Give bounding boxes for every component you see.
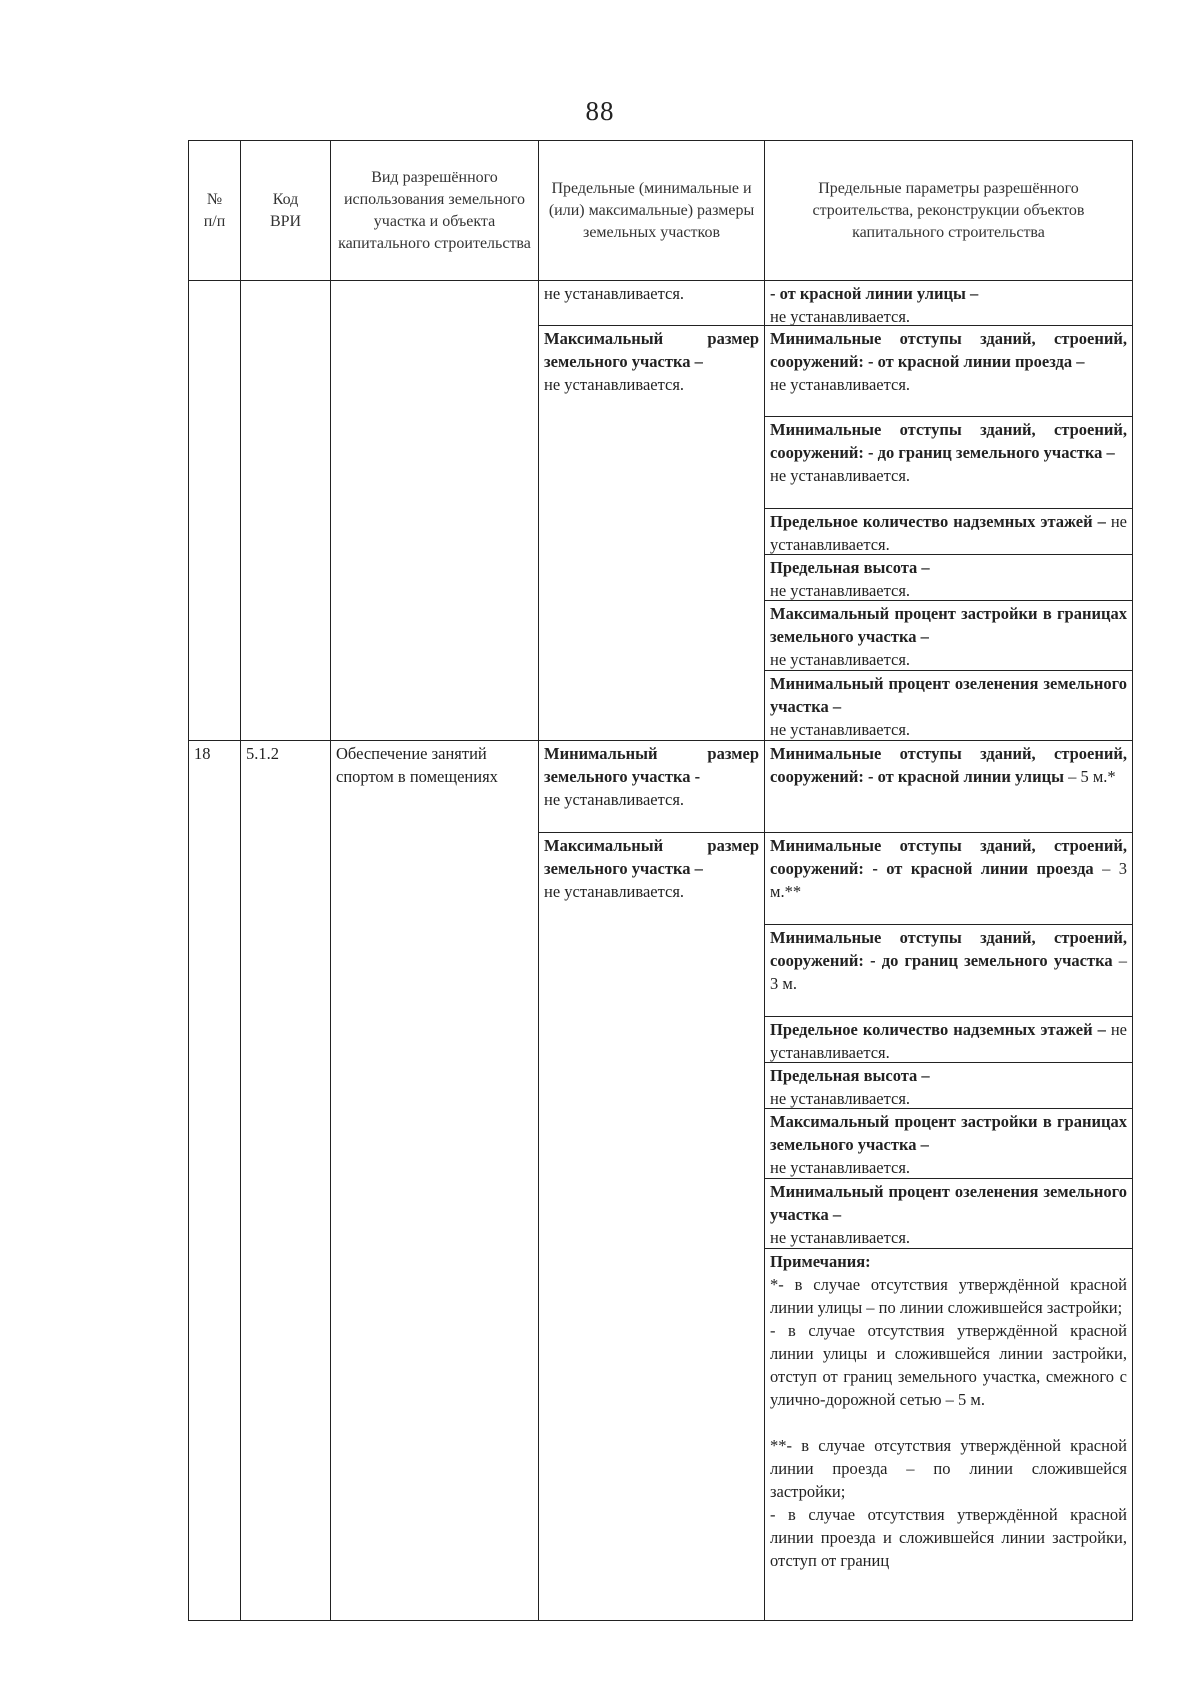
header-use-type: Вид разрешённого использования земельного участка и объекта капитального строительства [331, 141, 539, 281]
row18-size-max [539, 833, 765, 1621]
row18-use-type-text: Обеспечение занятий спортом в помещениях [336, 744, 498, 786]
notes-item-4: - в случае отсутствия утверждённой красной линии проезда и сложившейся линии застройки, отступ от границ [770, 1505, 1127, 1570]
regulation-table [188, 140, 1133, 1621]
row18-param-5 [765, 1109, 1133, 1179]
row18-param-0-label: Минимальные отступы зданий, строений, сооружений: [770, 744, 1127, 786]
cont-param-1-label: Минимальные отступы зданий, строений, сооружений: [770, 329, 1127, 371]
row18-num [189, 741, 241, 1621]
cont-num-cell [189, 281, 241, 741]
cont-size-tail-text: не устанавливается. [544, 284, 685, 303]
header-num: № п/п [189, 141, 241, 281]
cont-param-6 [765, 671, 1133, 741]
cont-param-5 [765, 601, 1133, 671]
header-plot-size: Предельные (минимальные и (или) максимальные) размеры земельных участков [539, 141, 765, 281]
row18-code [241, 741, 331, 1621]
cont-param-4-label: Предельная высота – [770, 558, 930, 577]
notes-item-2: - в случае отсутствия утверждённой красной линии улицы и сложившейся линии застройки, отступ от границ земельного участка, смежного с улично-дорожной сетью – 5 м. [770, 1321, 1127, 1409]
row18-param-6 [765, 1179, 1133, 1249]
row18-param-6-value: не устанавливается. [770, 1228, 911, 1247]
row18-num-text: 18 [194, 744, 211, 763]
row18-param-3 [765, 1017, 1133, 1063]
row18-size-min-label: Минимальный размер земельного участка - [544, 744, 759, 786]
header-params: Предельные параметры разрешённого строительства, реконструкции объектов капитального строительства [765, 141, 1133, 281]
row18-param-1-label: Минимальные отступы зданий, строений, сооружений: [770, 836, 1127, 878]
row18-param-5-value: не устанавливается. [770, 1158, 911, 1177]
row18-param-2 [765, 925, 1133, 1017]
notes-item-3: **- в случае отсутствия утверждённой красной линии проезда – по линии сложившейся застройки; [770, 1436, 1127, 1501]
cont-param-5-label: Максимальный процент застройки в границах земельного участка – [770, 604, 1127, 646]
row18-param-4-value: не устанавливается. [770, 1089, 911, 1108]
row18-param-2-sub: - до границ земельного участка [870, 951, 1113, 970]
row18-param-4 [765, 1063, 1133, 1109]
cont-param-5-value: не устанавливается. [770, 650, 911, 669]
cont-param-6-value: не устанавливается. [770, 720, 911, 739]
cont-param-2-sub: - до границ земельного участка – [868, 443, 1115, 462]
cont-param-1 [765, 326, 1133, 417]
cont-param-0 [765, 281, 1133, 326]
cont-param-3-label: Предельное количество надземных этажей – [770, 512, 1106, 531]
row18-param-6-label: Минимальный процент озеленения земельного участка – [770, 1182, 1127, 1224]
cont-param-4 [765, 555, 1133, 601]
row18-code-text: 5.1.2 [246, 744, 279, 763]
row18-size-min-value: не устанавливается. [544, 790, 685, 809]
row18-size-max-value: не устанавливается. [544, 882, 685, 901]
row18-size-max-label: Максимальный размер земельного участка – [544, 836, 759, 878]
row18-param-1-sub: - от красной линии проезда [872, 859, 1094, 878]
cont-param-1-value: не устанавливается. [770, 375, 911, 394]
row18-param-4-label: Предельная высота – [770, 1066, 930, 1085]
row18-param-1-value: – 3 м.** [770, 859, 1128, 901]
header-code: Код ВРИ [241, 141, 331, 281]
row18-param-1 [765, 833, 1133, 925]
row18-param-2-value: – 3 м. [770, 951, 1128, 993]
cont-param-0-value: не устанавливается. [770, 307, 911, 326]
notes-item-1: *- в случае отсутствия утверждённой красной линии улицы – по линии сложившейся застройки; [770, 1275, 1127, 1317]
cont-param-3-value: не устанавливается. [770, 512, 1127, 554]
row18-param-0 [765, 741, 1133, 833]
cont-size-max-label: Максимальный размер земельного участка – [544, 329, 759, 371]
row18-param-5-label: Максимальный процент застройки в границах земельного участка – [770, 1112, 1127, 1154]
cont-code-cell [241, 281, 331, 741]
row18-use-type [331, 741, 539, 1621]
row18-size-min [539, 741, 765, 833]
cont-param-1-sub: - от красной линии проезда – [868, 352, 1085, 371]
cont-param-0-prefix: - от красной линии улицы – [770, 284, 979, 303]
cont-size-max-value: не устанавливается. [544, 375, 685, 394]
cont-param-4-value: не устанавливается. [770, 581, 911, 600]
cont-param-2-label: Минимальные отступы зданий, строений, сооружений: [770, 420, 1127, 462]
row18-param-0-value: – 5 м.* [1063, 767, 1116, 786]
row18-param-0-sub: - от красной линии улицы [868, 767, 1064, 786]
row18-param-2-label: Минимальные отступы зданий, строений, сооружений: [770, 928, 1127, 970]
cont-param-2 [765, 417, 1133, 509]
cont-size-max [539, 326, 765, 741]
notes-spacer [770, 1411, 1127, 1434]
row18-param-3-value: не устанавливается. [770, 1020, 1127, 1062]
cont-size-tail [539, 281, 765, 326]
notes-title: Примечания: [770, 1252, 871, 1271]
cont-param-6-label: Минимальный процент озеленения земельного участка – [770, 674, 1127, 716]
row18-notes [765, 1249, 1133, 1621]
cont-param-2-value: не устанавливается. [770, 466, 911, 485]
cont-use-cell [331, 281, 539, 741]
row18-param-3-label: Предельное количество надземных этажей – [770, 1020, 1106, 1039]
cont-param-3 [765, 509, 1133, 555]
page-number: 88 [585, 96, 615, 126]
